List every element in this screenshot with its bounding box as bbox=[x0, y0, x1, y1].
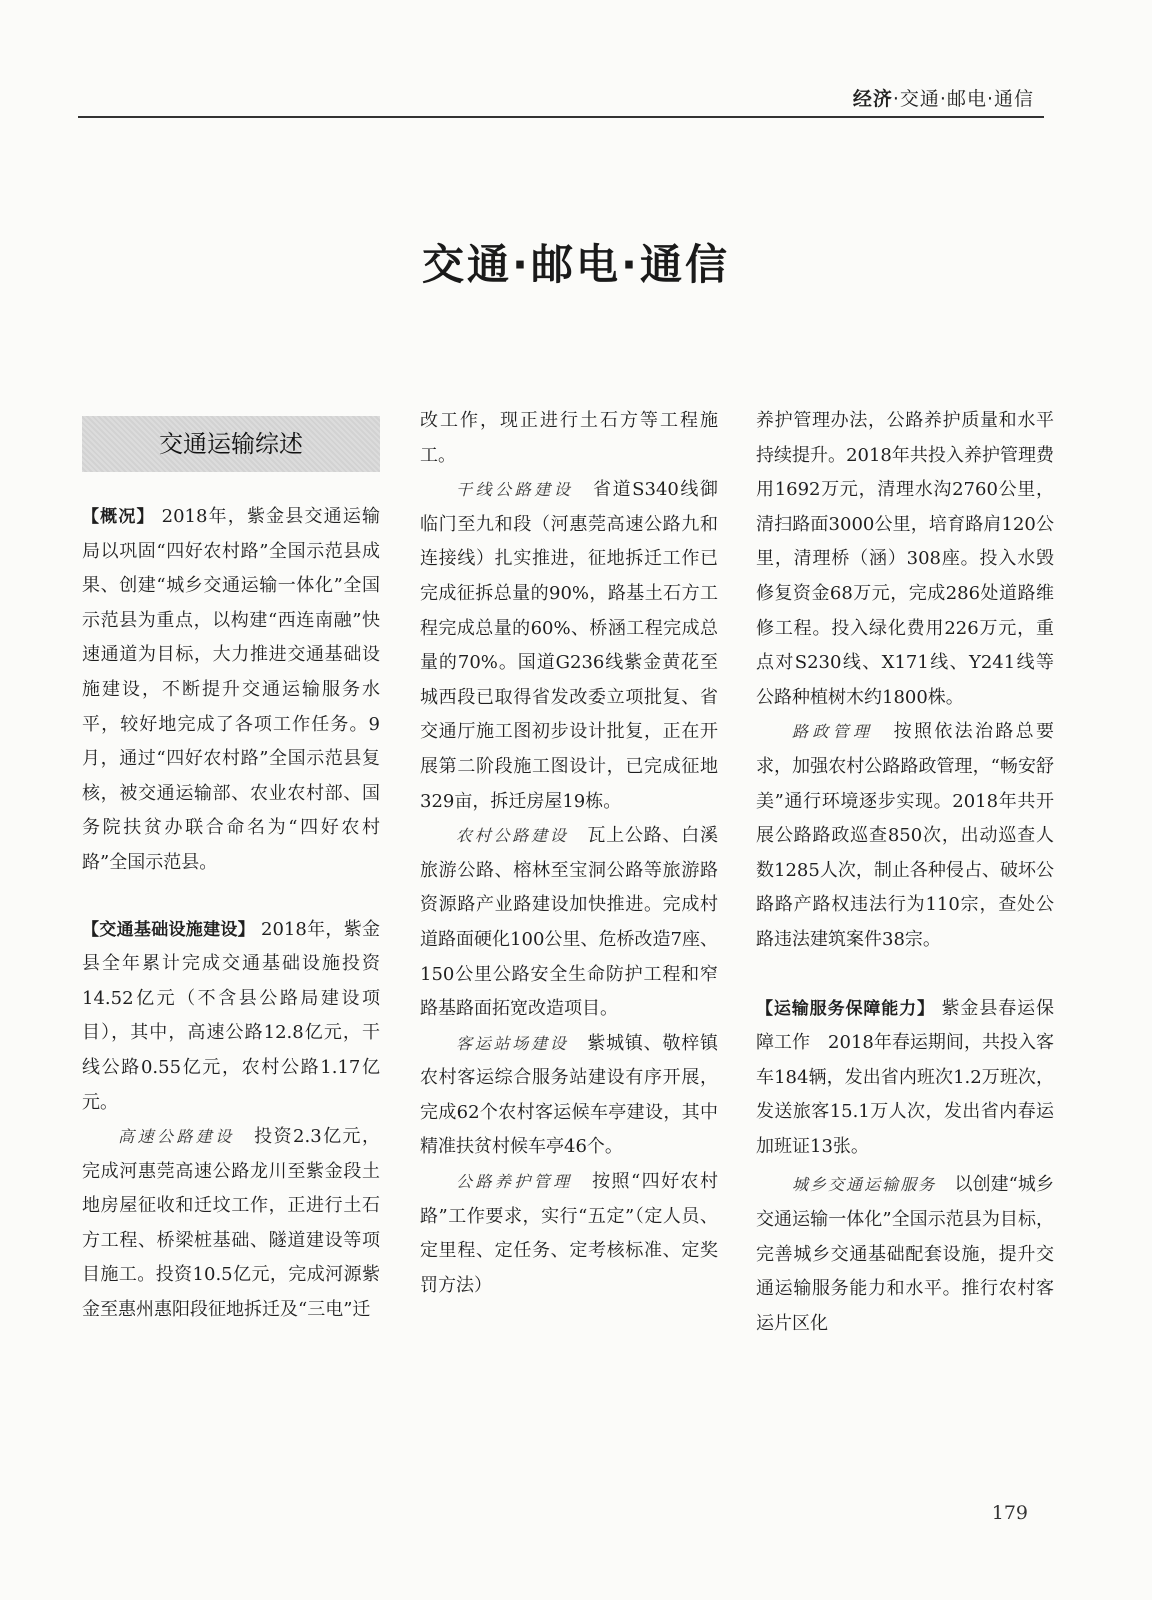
subheading: 城乡交通运输服务 bbox=[792, 1175, 937, 1195]
paragraph-text: 按照依法治路总要求，加强农村公路路政管理，“畅安舒美”通行环境逐步实现。2018年共开展公路路政巡查850次，出动巡查人数1285人次，制止各种侵占、破坏公路路产路权违法行为110宗，查处公路违法建筑案件38宗。 bbox=[756, 721, 1054, 950]
subheading: 路政管理 bbox=[792, 722, 874, 742]
header-rule bbox=[78, 116, 1044, 118]
subheading: 公路养护管理 bbox=[456, 1172, 573, 1192]
paragraph-text: 2018年，紫金县交通运输局以巩固“四好农村路”全国示范县成果、创建“城乡交通运输一体化”全国示范县为重点，以构建“西连南融”快速通道为目标，大力推进交通基础设施建设，不断提升交通运输服务水平，较好地完成了各项工作任务。9月，通过“四好农村路”全国示范县复核，被交通运输部、农业农村部、国务院扶贫办联合命名为“四好农村路”全国示范县。 bbox=[82, 506, 381, 873]
subheading: 客运站场建设 bbox=[456, 1033, 569, 1053]
paragraph-text: 紫金县春运保障工作 2018年春运期间，共投入客车184辆，发出省内班次1.2万班次，发送旅客15.1万人次，发出省内春运加班证13张。 bbox=[756, 997, 1054, 1157]
paragraph-text: 养护管理办法，公路养护质量和水平持续提升。2018年共投入养护管理费用1692万元，清理水沟2760公里，清扫路面3000公里，培育路肩120公里，清理桥（涵）308座。投入水毁修复资金68万元，完成286处道路维修工程。投入绿化费用226万元，重点对S230线、X171线、Y241线等公路种植树木约1800株。 bbox=[756, 410, 1054, 708]
column-3 bbox=[756, 404, 1054, 1341]
section-heading: 交通运输综述 bbox=[159, 429, 303, 458]
column-1 bbox=[82, 404, 380, 1328]
subheading: 高速公路建设 bbox=[118, 1127, 235, 1147]
page-title: 交通·邮电·通信 bbox=[422, 240, 730, 289]
page-number: 179 bbox=[991, 1502, 1028, 1524]
paragraph-continued bbox=[756, 404, 1054, 715]
paragraph-trunk-road bbox=[420, 473, 718, 819]
paragraph-highway bbox=[82, 1120, 380, 1328]
paragraph-text: 2018年，紫金县全年累计完成交通基础设施投资14.52亿元（不含县公路局建设项目），其中，高速公路12.8亿元，干线公路0.55亿元，农村公路1.17亿元。 bbox=[82, 918, 381, 1113]
paragraph-infrastructure bbox=[82, 913, 380, 1121]
paragraph-text: 按照“四好农村路”工作要求，实行“五定”（定人员、定里程、定任务、定考核标准、定奖罚方法） bbox=[420, 1171, 718, 1296]
paragraph-road-administration bbox=[756, 715, 1054, 957]
paragraph-urban-rural-service bbox=[756, 1168, 1054, 1341]
paragraph-text: 紫城镇、敬梓镇农村客运综合服务站建设有序开展，完成62个农村客运候车亭建设，其中精准扶贫村候车亭46个。 bbox=[420, 1032, 718, 1158]
paragraph-overview bbox=[82, 500, 380, 881]
column-2 bbox=[420, 404, 718, 1303]
subheading: 干线公路建设 bbox=[456, 480, 574, 500]
paragraph-passenger-station bbox=[420, 1027, 718, 1165]
running-head-bold: 经济 bbox=[852, 88, 893, 110]
running-head-rest: ·交通·邮电·通信 bbox=[892, 88, 1034, 110]
paragraph-label: 【概况】 bbox=[82, 507, 155, 527]
paragraph-label: 【交通基础设施建设】 bbox=[82, 919, 255, 940]
paragraph-label: 【运输服务保障能力】 bbox=[756, 998, 935, 1019]
paragraph-text: 瓦上公路、白溪旅游公路、榕林至宝洞公路等旅游路资源路产业路建设加快推进。完成村道路面硬化100公里、危桥改造7座、150公里公路安全生命防护工程和窄路基路面拓宽改造项目。 bbox=[420, 825, 718, 1020]
paragraph-text: 投资2.3亿元，完成河惠莞高速公路龙川至紫金段土地房屋征收和迁坟工作，正进行土石方工程、桥梁桩基础、隧道建设等项目施工。投资10.5亿元，完成河源紫金至惠州惠阳段征地拆迁及“三电”迁 bbox=[82, 1126, 380, 1321]
running-head bbox=[853, 84, 1034, 111]
paragraph-text: 省道S340线御临门至九和段（河惠莞高速公路九和连接线）扎实推进，征地拆迁工作已完成征拆总量的90%，路基土石方工程完成总量的60%、桥涵工程完成总量的70%。国道G236线紫金黄花至城西段已取得省发改委立项批复、省交通厅施工图初步设计批复，正在开展第二阶段施工图设计，已完成征地329亩，拆迁房屋19栋。 bbox=[420, 479, 718, 812]
subheading: 农村公路建设 bbox=[456, 826, 569, 846]
paragraph-rural-road bbox=[420, 819, 718, 1027]
paragraph-text: 以创建“城乡交通运输一体化”全国示范县为目标，完善城乡交通基础配套设施，提升交通运输服务能力和水平。推行农村客运片区化 bbox=[756, 1174, 1054, 1334]
paragraph-continued bbox=[420, 404, 718, 473]
section-heading-box bbox=[82, 416, 380, 472]
paragraph-road-maintenance bbox=[420, 1165, 718, 1303]
paragraph-text: 改工作，现正进行土石方等工程施工。 bbox=[420, 410, 718, 466]
paragraph-transport-service bbox=[756, 992, 1054, 1165]
